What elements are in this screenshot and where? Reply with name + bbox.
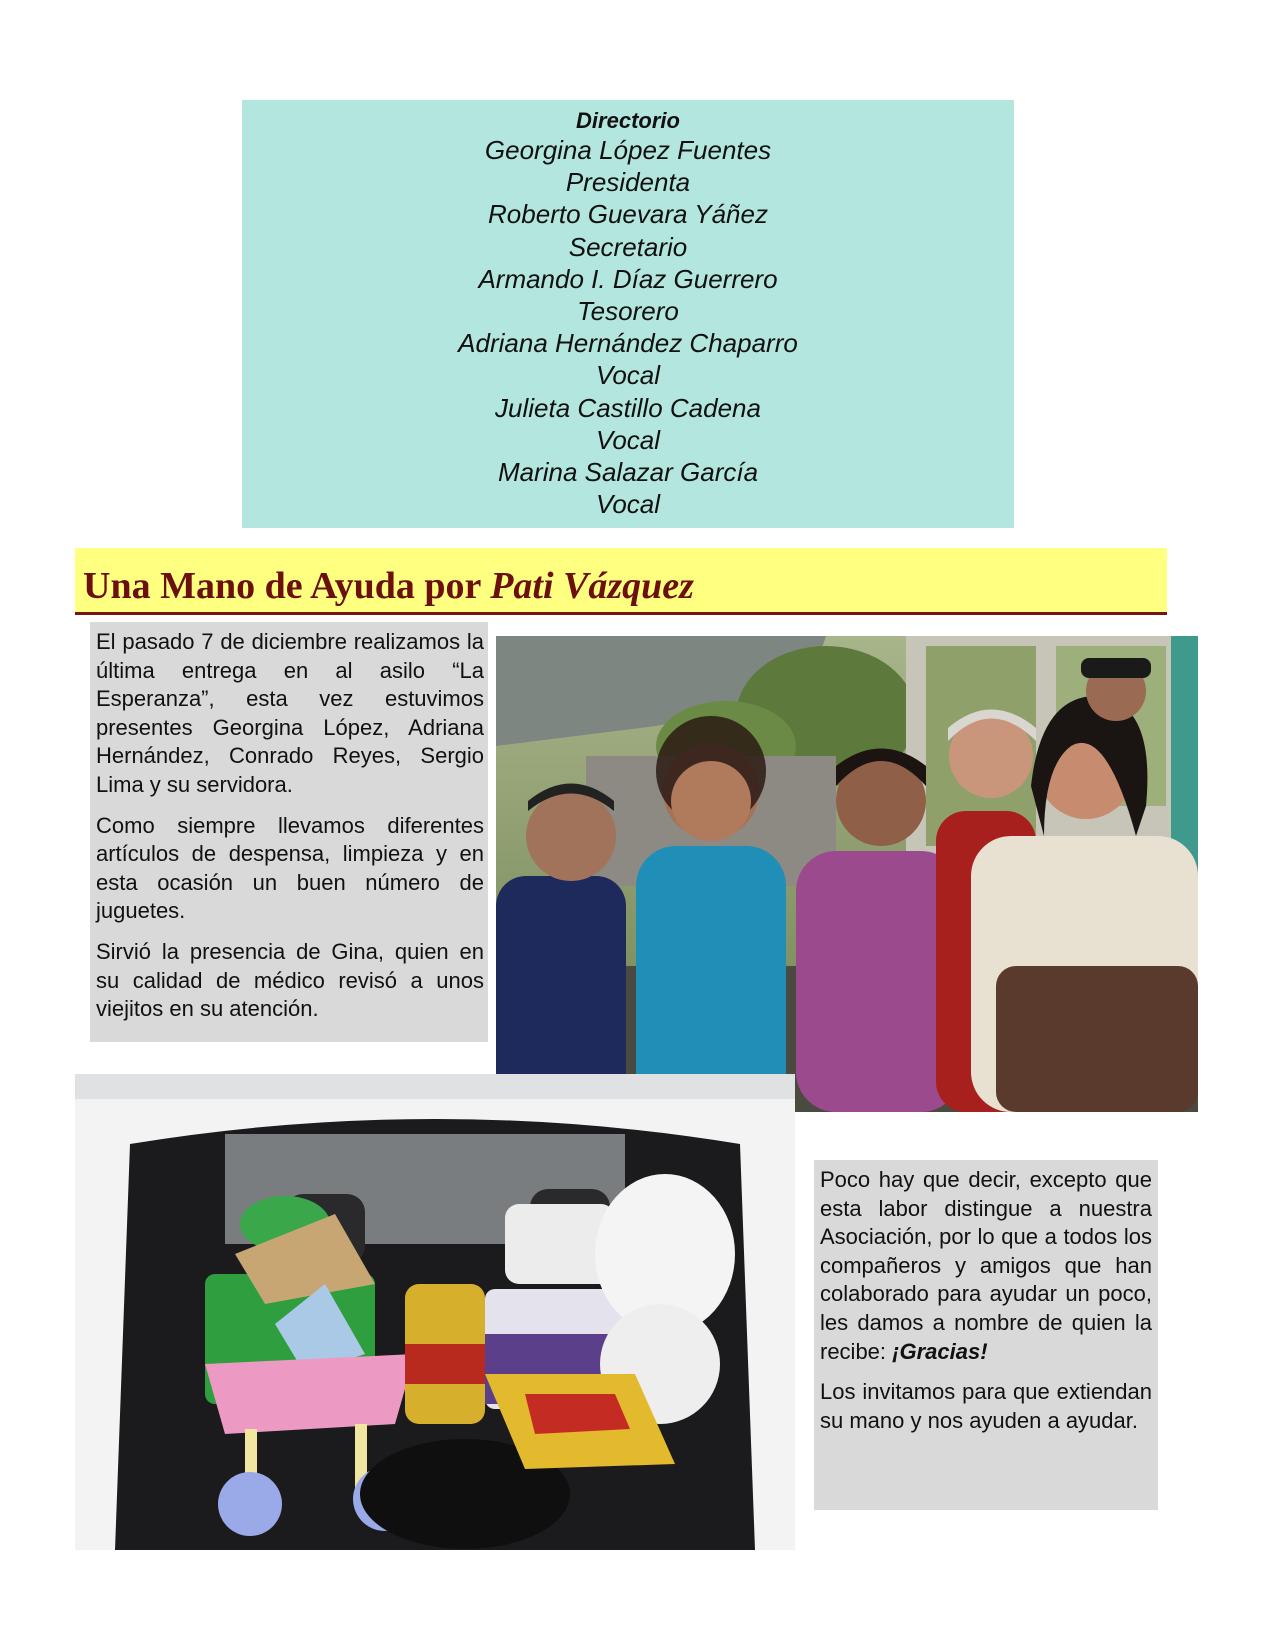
thanks-emphasis: ¡Gracias! [892,1338,988,1364]
directory-line: Roberto Guevara Yáñez [488,199,768,230]
article-closing-box [814,1160,1158,1510]
article-paragraph: Como siempre llevamos diferentes artículos de despensa, limpieza y en esta ocasión un buen número de juguetes. [96,812,484,924]
group-photo [496,636,1198,1112]
directory-line: Presidenta [565,167,691,198]
directory-line: Vocal [595,360,661,391]
directory-title: Directorio [576,108,680,133]
directory-line: Vocal [595,424,661,455]
directory-list [242,134,1014,520]
article-closing-paragraph: Los invitamos para que extiendan su mano y nos ayuden a ayudar. [820,1379,1152,1433]
article-paragraph: El pasado 7 de diciembre realizamos la última entrega en al asilo “La Esperanza”, esta vez estuvimos presentes Georgina López, Adriana Hernández, Conrado Reyes, Sergio Lima y su servidora. [96,629,484,797]
closing-text: Poco hay que decir, excepto que esta labor distingue a nuestra Asociación, por lo que a todos los compañeros y amigos que han colaborado para ayudar un poco, les damos a nombre de quien la recibe: [820,1167,1152,1364]
article-paragraph: Sirvió la presencia de Gina, quien en su calidad de médico revisó a unos viejitos en su atención. [96,938,484,1022]
car-trunk-photo [75,1074,795,1550]
article-title [83,564,694,608]
article-title-text: Una Mano de Ayuda por [83,565,491,607]
directory-line: Vocal [595,489,661,520]
directory-line: Julieta Castillo Cadena [495,392,761,423]
directory-line: Tesorero [577,296,679,327]
directory-line: Adriana Hernández Chaparro [458,328,798,359]
directory-line: Secretario [568,231,688,262]
directory-box [242,100,1014,528]
article-author: Pati Vázquez [490,565,694,607]
directory-line: Georgina López Fuentes [484,135,772,165]
article-intro-box [90,622,488,1042]
directory-line: Marina Salazar García [497,457,759,488]
directory-line: Armando I. Díaz Guerrero [478,263,778,294]
article-headline-bar [75,548,1167,615]
article-closing-paragraph [820,1166,1152,1366]
car-trunk-photo-image [75,1074,795,1550]
group-photo-image [496,636,1198,1112]
